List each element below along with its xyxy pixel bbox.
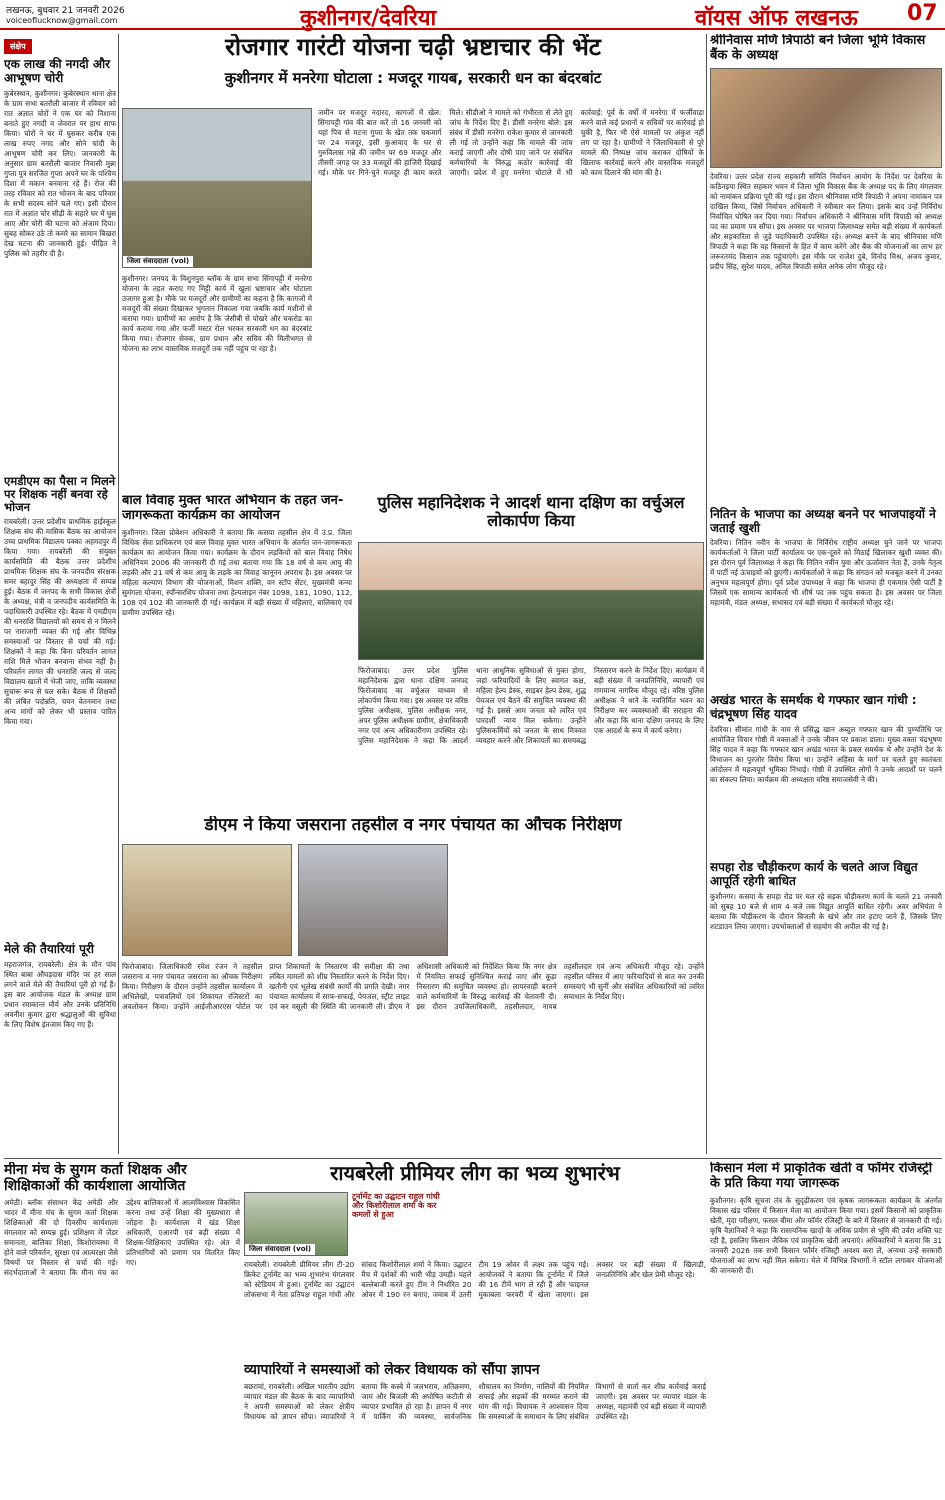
worksite-photo [122,108,312,268]
cricket-photo [244,1192,348,1256]
story-text: बछरावां, रायबरेली। अखिल भारतीय उद्योग व्यापार मंडल की बैठक के बाद व्यापारियों ने अपनी समस्याओं को लेकर क्षेत्रीय विधायक को ज्ञापन सौंपा। व्यापारियों ने बताया कि कस्बे में जलभराव, अतिक्रमण, जाम और बिजली की अघोषित कटौती से व्यापार प्रभावित हो रहा है। ज्ञापन में नगर में पार्किंग की व्यवस्था, सार्वजनिक शौचालय का निर्माण, नालियों की नियमित सफाई और सड़कों की मरम्मत कराने की मांग की गई। विधायक ने आश्वासन दिया कि समस्याओं के समाधान के लिए संबंधित विभागों से वार्ता कर शीघ्र कार्रवाई कराई जाएगी। इस अवसर पर व्यापार मंडल के अध्यक्ष, महामंत्री एवं बड़ी संख्या में व्यापारी उपस्थित रहे। [244,1382,706,1422]
main-story-text: कुशीनगर। जनपद के विशुनपुरा ब्लॉक के ग्राम सभा सिंगापट्टी में मनरेगा योजना के तहत कराए गए मिट्टी कार्य में खुला भ्रष्टाचार और घोटाला उजागर हुआ है। मौके पर मजदूरों और ग्रामीणों का कहना है कि कागजों में मजदूरों की संख्या दिखाकर भुगतान निकाला गया जबकि कार्य मशीनों से कराया गया। ग्रामीणों का आरोप है कि जेसीबी से पोखरे और चकरोड का कार्य कराया गया और फर्जी मस्टर रोल भरकर सरकारी धन का बंदरबांट किया गया। रोजगार सेवक, ग्राम प्रधान और सचिव की मिलीभगत से योजना का लाभ वास्तविक मजदूरों तक नहीं पहुंच पा रहा है। [122,274,312,353]
story-headline: श्रीनिवास मणि त्रिपाठी बने जिला भूमि विकास बैंक के अध्यक्ष [710,34,926,63]
main-subheadline: कुशीनगर में मनरेगा घोटाला : मजदूर गायब, सरकारी धन का बंदरबांट [224,68,602,87]
story-text: देवरिया। नितिन नवीन के भाजपा के निर्विरोध राष्ट्रीय अध्यक्ष चुने जाने पर भाजपा कार्यकर्ताओं ने जिला पार्टी कार्यालय पर एक-दूसरे को मिठाई खिलाकर खुशी व्यक्त की। इस दौरान पूर्व जिलाध्यक्ष ने कहा कि नितिन नवीन युवा और ऊर्जावान नेता हैं, उनके नेतृत्व में पार्टी नई ऊंचाइयों को छुएगी। कार्यकर्ताओं ने कहा कि संगठन को मजबूत करने में उनका अनुभव महत्वपूर्ण होगा। पूर्व प्रदेश उपाध्यक्ष ने कहा कि भाजपा ही एकमात्र ऐसी पार्टी है जिसमें एक सामान्य कार्यकर्ता भी शीर्ष पद तक पहुंच सकता है। इस अवसर पर जिला महामंत्री, मंडल अध्यक्ष, सभासद एवं बड़ी संख्या में कार्यकर्ता मौजूद रहे। [710,538,942,608]
column-rule [118,34,119,1154]
section-rule [4,1158,942,1159]
story-headline: नितिन के भाजपा का अध्यक्ष बनने पर भाजपाइयों ने जताई खुशी [710,506,936,535]
main-story-text: जमीन पर मजदूर नदारद, कागजों में खेल: सिंगापट्टी गांव की बात करें तो 16 जनवरी को यहां पिच से मटना गुप्ता के खेत तक चकमार्ग पर 24 मजदूर, इसी कुआवाद के घर से गुरुविलास गन्ने की जमीन पर 69 मजदूर और तीसरी जगह पर 33 मजदूरों की हाजिरी दिखाई गई। मौके पर गिने-चुने मजदूर ही काम करते मिले। सीडीओ ने मामले को गंभीरता से लेते हुए जांच के निर्देश दिए हैं। डीसी मनरेगा बोले: इस संबंध में डीसी मनरेगा राकेश कुमार से जानकारी ली गई तो उन्होंने कहा कि मामले की जांच कराई जाएगी और दोषी पाए जाने पर संबंधित कर्मचारियों के विरुद्ध कठोर कार्रवाई की जाएगी। प्रदेश में हुए मनरेगा घोटाले में भी कार्रवाई: पूर्व के वर्षों में मनरेगा में फर्जीवाड़ा करने वाले कई प्रधानों व सचिवों पर कार्रवाई हो चुकी है, फिर भी ऐसे मामलों पर अंकुश नहीं लग पा रहा है। ग्रामीणों ने जिलाधिकारी से पूरे मामले की निष्पक्ष जांच कराकर दोषियों के खिलाफ कार्रवाई करने और वास्तविक मजदूरों को काम दिलाने की मांग की है। [318,108,704,177]
main-headline: रोजगार गारंटी योजना चढ़ी भ्रष्टाचार की भेंट [225,34,601,61]
story-subheadline: टूर्नामेंट का उद्घाटन राहुल गांधी और किशोरीलाल शर्मा के कर कमलों से हुआ [352,1192,440,1220]
brief-headline: मेले की तैयारियां पूरी [4,942,94,957]
story-headline: पुलिस महानिदेशक ने आदर्श थाना दक्षिण का वर्चुअल लोकार्पण किया [377,494,685,531]
photo-caption: जिला संवाददाता (vol) [123,256,193,267]
police-story [358,494,704,812]
story-headline: व्यापारियों ने समस्याओं को लेकर विधायक को सौंपा ज्ञापन [244,1362,540,1378]
brief-text: महराजगंज, रायबरेली। क्षेत्र के मौन पांव स्थित बाबा औघड़दास मंदिर पर हर साल लगने वाले मेले की तैयारियां पूरी हो गई हैं। इस बार आयोजक मंडल के अध्यक्ष ग्राम प्रधान रमाकान्त मौर्य और उनके प्रतिनिधि अवनीश कुमार द्वारा श्रद्धालुओं की सुविधा के लिए विशेष इंतजाम किए गए हैं। [4,960,116,1030]
story-text: फिरोजाबाद। उत्तर प्रदेश पुलिस महानिदेशक द्वारा थाना दक्षिण जनपद फिरोजाबाद का वर्चुअल माध्यम से लोकार्पण किया गया। इस अवसर पर वरिष्ठ पुलिस अधीक्षक, पुलिस अधीक्षक नगर, अपर पुलिस अधीक्षक ग्रामीण, क्षेत्राधिकारी नगर एवं अन्य अधिकारीगण उपस्थित रहे। पुलिस महानिदेशक ने कहा कि आदर्श थाना आधुनिक सुविधाओं से युक्त होगा, जहां फरियादियों के लिए स्वागत कक्ष, महिला हेल्प डेस्क, साइबर हेल्प डेस्क, शुद्ध पेयजल एवं बैठने की समुचित व्यवस्था की गई है। इससे आम जनता को त्वरित एवं पारदर्शी न्याय मिल सकेगा। उन्होंने पुलिसकर्मियों को जनता के साथ मित्रवत व्यवहार करने और शिकायतों का समयबद्ध निस्तारण करने के निर्देश दिए। कार्यक्रम में बड़ी संख्या में जनप्रतिनिधि, व्यापारी एवं गणमान्य नागरिक मौजूद रहे। वरिष्ठ पुलिस अधीक्षक ने थाने के नवनिर्मित भवन का निरीक्षण कर व्यवस्थाओं की सराहना की और कहा कि थाना दक्षिण जनपद के लिए एक आदर्श के रूप में कार्य करेगा। [358,666,704,745]
story-headline: सपहा रोड चौड़ीकरण कार्य के चलते आज विद्युत आपूर्ति रहेगी बाधित [710,860,918,888]
story-headline: अखंड भारत के समर्थक थे गफ्फार खान गांधी : चंद्रभूषण सिंह यादव [710,693,917,722]
brief-headline: एमडीएम का पैसा न मिलने पर शिक्षक नहीं बनवा रहे भोजन [4,473,116,515]
photo-caption: जिला संवाददाता (vol) [245,1244,315,1255]
league-story [244,1162,706,1358]
briefs-tag: संक्षेप [4,39,32,54]
story-text: देवरिया। सीमांत गांधी के नाम से प्रसिद्ध खान अब्दुल गफ्फार खान की पुण्यतिथि पर आयोजित विचार गोष्ठी में वक्ताओं ने उनके जीवन पर प्रकाश डाला। मुख्य वक्ता चंद्रभूषण सिंह यादव ने कहा कि गफ्फार खान अखंड भारत के प्रबल समर्थक थे और उन्होंने देश के विभाजन का पुरजोर विरोध किया था। उन्होंने अहिंसा के मार्ग पर चलते हुए स्वतंत्रता आंदोलन में महत्वपूर्ण भूमिका निभाई। गोष्ठी में उपस्थित लोगों ने उनके आदर्शों पर चलने का संकल्प लिया। कार्यक्रम की अध्यक्षता वरिष्ठ समाजसेवी ने की। [710,725,942,785]
story-text: देवरिया। उत्तर प्रदेश राज्य सहकारी समिति निर्वाचन आयोग के निर्देश पर देवरिया के कठिनइया स्थित सहकार भवन में जिला भूमि विकास बैंक के अध्यक्ष पद के लिए मंगलवार को नामांकन प्रक्रिया पूरी की गई। इस दौरान श्रीनिवास मणि त्रिपाठी ने अपना नामांकन पत्र दाखिल किया, जिसे निर्वाचन अधिकारी ने स्वीकार कर लिया। इसके बाद उन्हें निर्विरोध निर्वाचित घोषित कर दिया गया। निर्वाचन अधिकारी ने श्रीनिवास मणि त्रिपाठी को अध्यक्ष पद का प्रमाण पत्र सौंपा। इस अवसर पर भाजपा जिलाध्यक्ष समेत बड़ी संख्या में कार्यकर्ता और सहकारिता से जुड़े पदाधिकारी उपस्थित रहे। अध्यक्ष बनने के बाद श्रीनिवास मणि त्रिपाठी ने कहा कि वह किसानों के हित में काम करेंगे और बैंक की योजनाओं का लाभ हर जरूरतमंद किसान तक पहुंचाएंगे। इस मौके पर राजेश दुबे, विनोद मिश्र, अजय कुमार, प्रदीप सिंह, सुरेश यादव, अनिल त्रिपाठी समेत अनेक लोग मौजूद रहे। [710,171,942,271]
story-text: अमेठी। ब्लॉक संसाधन केंद्र अमेठी और भादर में मीना मंच के सुगम कर्ता शिक्षक शिक्षिकाओं की दो दिवसीय कार्यशाला मंगलवार को सम्पन्न हुई। प्रशिक्षण में जेंडर समानता, बालिका शिक्षा, किशोरावस्था में होने वाले परिवर्तन, सुरक्षा एवं आत्मरक्षा जैसे विषयों पर विस्तार से चर्चा की गई। संदर्भदाताओं ने बताया कि मीना मंच का उद्देश्य बालिकाओं में आत्मविश्वास विकसित करना तथा उन्हें शिक्षा की मुख्यधारा से जोड़ना है। कार्यशाला में खंड शिक्षा अधिकारी, एआरपी एवं बड़ी संख्या में शिक्षक-शिक्षिकाएं उपस्थित रहे। अंत में प्रतिभागियों को प्रमाण पत्र वितरित किए गए। [4,1198,240,1278]
briefs-column [4,34,116,1154]
brief-text: रायबरेली। उत्तर प्रदेशीय प्राथमिक हाईस्कूल शिक्षक संघ की मासिक बैठक का आयोजन उच्च प्राथमिक विद्यालय पक्का अहमदपुर में किया गया। रायबरेली की संयुक्त कार्यसमिति की बैठक उत्तर प्रदेशीय प्राथमिक शिक्षक संघ के जनपदीय संरक्षक समर बहादुर सिंह की अध्यक्षता में सम्पन्न हुई। बैठक में जनपद के सभी विकास क्षेत्रों के अध्यक्ष, मंत्री व जनपदीय कार्यसमिति के पदाधिकारी उपस्थित रहे। बैठक में एमडीएम की धनराशि विद्यालयों को समय से न मिलने पर नाराजगी व्यक्त की गई और विभिन्न समस्याओं पर विस्तार से चर्चा की गई। शिक्षकों ने कहा कि बिना परिवर्तन लागत राशि मिले भोजन बनवाना संभव नहीं है। परिवर्तन लागत की धनराशि जल्द से जल्द विद्यालय खातों में भेजी जाए, ताकि व्यवस्था सुचारू रूप से चल सके। बैठक में शिक्षकों की लंबित पदोन्नति, चयन वेतनमान तथा अन्य मांगों को लेकर भी प्रस्ताव पारित किया गया। [4,517,116,727]
newspaper-brand: वॉयस ऑफ लखनऊ [695,6,858,31]
section-title: कुशीनगर/देवरिया [300,6,437,31]
story-text: कुशीनगर। कसया के सपहा रोड पर चल रहे सड़क चौड़ीकरण कार्य के चलते 21 जनवरी को सुबह 10 बजे से शाम 4 बजे तक विद्युत आपूर्ति बाधित रहेगी। अवर अभियंता ने बताया कि चौड़ीकरण के दौरान बिजली के खंभे और तार हटाए जाने हैं, जिसके लिए शटडाउन लिया जाएगा। उपभोक्ताओं से सहयोग की अपील की गई है। [710,891,942,931]
story-text: कुशीनगर। जिला प्रोबेशन अधिकारी ने बताया कि कसया तहसील क्षेत्र में उ.प्र. जिला विधिक सेवा प्राधिकरण एवं बाल विवाह मुक्त भारत अभियान के अंतर्गत जन-जागरूकता कार्यक्रम का आयोजन किया गया। कार्यक्रम के दौरान लड़कियों को बाल विवाह निषेध अधिनियम 2006 की जानकारी दी गई तथा बताया गया कि 18 वर्ष से कम आयु की लड़की और 21 वर्ष से कम आयु के लड़के का विवाह कानूनन अपराध है। इस अवसर पर महिला कल्याण विभाग की योजनाओं, मिशन शक्ति, वन स्टॉप सेंटर, मुख्यमंत्री कन्या सुमंगला योजना, स्पॉन्सरशिप योजना तथा हेल्पलाइन नंबर 1098, 181, 1090, 112, 108 एवं 102 की जानकारी दी गई। कार्यक्रम में बड़ी संख्या में महिलाएं, बालिकाएं एवं ग्रामीण उपस्थित रहे। [122,527,352,617]
contact-email: voiceoflucknow@gmail.com [6,16,118,25]
child-marriage-story [122,494,352,812]
police-event-photo [358,542,704,660]
story-headline: किसान मेला में प्राकृतिक खेती व फॉर्मर रजिस्ट्री के प्रति किया गया जागरूक [710,1162,933,1191]
story-text: कुशीनगर। कृषि सूचना तंत्र के सुदृढ़ीकरण एवं कृषक जागरूकता कार्यक्रम के अंतर्गत विकास खंड परिसर में किसान मेला का आयोजन किया गया। इसमें किसानों को प्राकृतिक खेती, मृदा परीक्षण, फसल बीमा और फॉर्मर रजिस्ट्री के बारे में विस्तार से जानकारी दी गई। कृषि वैज्ञानिकों ने कहा कि रासायनिक खादों के अधिक प्रयोग से भूमि की उर्वरा शक्ति घट रही है, इसलिए किसान जैविक एवं प्राकृतिक खेती अपनाएं। अधिकारियों ने बताया कि 31 जनवरी 2026 तक सभी किसान फॉर्मर रजिस्ट्री अवश्य करा लें, अन्यथा उन्हें सरकारी योजनाओं का लाभ नहीं मिल सकेगा। मेले में विभिन्न विभागों ने स्टॉल लगाकर योजनाओं की जानकारी दी। [710,1195,942,1275]
inspection-photo [122,844,292,956]
page-number: 07 [907,1,938,26]
column-rule [706,34,707,1154]
main-story [122,34,704,490]
dm-story [122,816,704,1116]
brief-text: कुबेरस्थान, कुशीनगर। कुबेरस्थान थाना क्षेत्र के ग्राम सभा बतरौली बाजार में रविवार को रात अज्ञात चोरों ने एक घर को निशाना बनाते हुए नगदी व जेवरात पर हाथ साफ किया। चोरों ने घर में घुसकर करीब एक लाख रुपए नगद और सोने चांदी के आभूषण चोरी कर लिए। जानकारी के अनुसार ग्राम बतरौली बाजार निवासी मुन्ना गुप्ता पुत्र सरजित गुप्ता अपने घर के पश्चिम दिशा में मकान बनवाना रहे हैं। रोज की तरह रविवार को रात भोजन के बाद परिवार के सभी सदस्य सोने चले गए। इसी दौरान रात में अज्ञात चोर सीढ़ी के सहारे घर में घुस आए और चोरी की घटना को अंजाम दिया। सुबह सोकर उठे तो कमरे का सामान बिखरा देख घटना की जानकारी हुई। पीड़ित ने पुलिस को तहरीर दी है। [4,88,116,258]
right-column [710,34,942,1154]
story-text: फिरोजाबाद। जिलाधिकारी रमेश रंजन ने तहसील जसराना व नगर पंचायत जसराना का औचक निरीक्षण किया। निरीक्षण के दौरान उन्होंने तहसील कार्यालय में अभिलेखों, पत्रावलियों एवं शिकायत रजिस्टरों का अवलोकन किया। उन्होंने आईजीआरएस पोर्टल पर प्राप्त शिकायतों के निस्तारण की समीक्षा की तथा लंबित मामलों को शीघ्र निस्तारित करने के निर्देश दिए। खतौनी एवं भूलेख संबंधी कार्यों की प्रगति देखी। नगर पंचायत कार्यालय में साफ-सफाई, पेयजल, स्ट्रीट लाइट एवं कर वसूली की स्थिति की जानकारी ली। डीएम ने अधिशासी अधिकारी को निर्देशित किया कि नगर क्षेत्र में नियमित सफाई सुनिश्चित कराई जाए और कूड़ा निस्तारण की समुचित व्यवस्था हो। लापरवाही बरतने वाले कर्मचारियों के विरुद्ध कार्रवाई की चेतावनी दी। इस दौरान उपजिलाधिकारी, तहसीलदार, नायब तहसीलदार एवं अन्य अधिकारी मौजूद रहे। उन्होंने तहसील परिसर में आए फरियादियों से बात कर उनकी समस्याएं भी सुनीं और संबंधित अधिकारियों को त्वरित समाधान के निर्देश दिए। [122,962,704,1011]
story-text: रायबरेली। रायबरेली प्रीमियर लीग टी-20 क्रिकेट टूर्नामेंट का भव्य शुभारंभ मंगलवार को स्टेडियम में हुआ। टूर्नामेंट का उद्घाटन लोकसभा में नेता प्रतिपक्ष राहुल गांधी और सांसद किशोरीलाल शर्मा ने किया। उद्घाटन मैच में दर्शकों की भारी भीड़ उमड़ी। पहले बल्लेबाजी करते हुए टीम ने निर्धारित 20 ओवर में 190 रन बनाए, जवाब में उतरी टीम 19 ओवर में लक्ष्य तक पहुंच गई। आयोजकों ने बताया कि टूर्नामेंट में जिले की 16 टीमें भाग ले रही हैं और फाइनल मुकाबला फरवरी में खेला जाएगा। इस अवसर पर बड़ी संख्या में खिलाड़ी, जनप्रतिनिधि और खेल प्रेमी मौजूद रहे। [244,1260,706,1299]
kisan-story [710,1162,942,1496]
traders-story [244,1362,706,1496]
issue-date: लखनऊ, बुधवार 21 जनवरी 2026 [6,6,125,16]
meena-story [4,1162,240,1496]
masthead [0,0,945,30]
story-headline: डीएम ने किया जसराना तहसील व नगर पंचायत का औचक निरीक्षण [204,816,622,835]
brief-headline: एक लाख की नगदी और आभूषण चोरी [4,57,111,85]
story-headline: बाल विवाह मुक्त भारत अभियान के तहत जन-जागरूकता कार्यक्रम का आयोजन [122,494,344,523]
inspection-photo-2 [298,844,448,956]
story-headline: मीना मंच के सुगम कर्ता शिक्षक और शिक्षिकाओं की कार्यशाला आयोजित [4,1162,187,1195]
story-headline: रायबरेली प्रीमियर लीग का भव्य शुभारंभ [330,1162,620,1185]
ceremony-photo [710,68,942,168]
